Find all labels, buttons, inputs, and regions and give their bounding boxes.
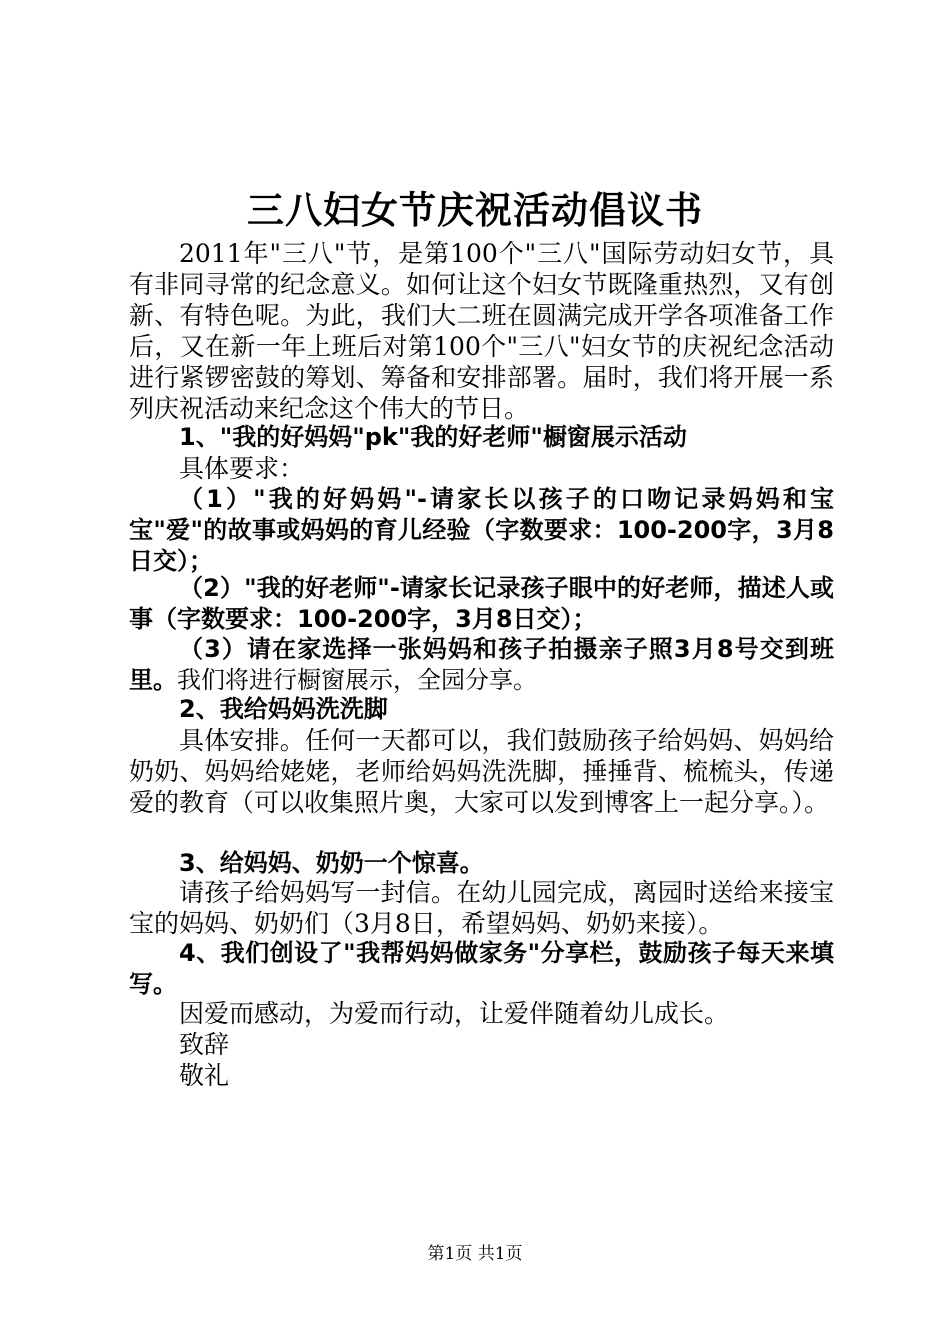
item1-requirements-label: 具体要求： (179, 454, 305, 483)
item3-heading: 3、给妈妈、奶奶一个惊喜。 (179, 849, 484, 877)
item1-sub3-bold: （3）请在家选择一张妈妈和孩子拍摄亲子照3月8号交到班里。 (129, 635, 834, 694)
page-number-footer: 第1页 共1页 (427, 1244, 523, 1264)
item3-body: 请孩子给妈妈写一封信。在幼儿园完成，离园时送给来接宝宝的妈妈、奶奶们（3月8日，希望妈妈、奶奶来接）。 (129, 878, 834, 938)
closing-line: 因爱而感动，为爱而行动，让爱伴随着幼儿成长。 (179, 999, 730, 1028)
item1-sub1: （1）"我的好妈妈"-请家长以孩子的口吻记录妈妈和宝宝"爱"的故事或妈妈的育儿经验（字数要求：100-200字，3月8日交）； (129, 485, 834, 575)
item1-sub2: （2）"我的好老师"-请家长记录孩子眼中的好老师，描述人或事（字数要求：100-200字，3月8日交）； (129, 574, 834, 633)
item1-sub3-plain: 我们将进行橱窗展示，全园分享。 (177, 666, 537, 694)
document-title: 三八妇女节庆祝活动倡议书 (247, 188, 703, 232)
intro-paragraph: 2011年"三八"节，是第100个"三八"国际劳动妇女节，具有非同寻常的纪念意义。如何让这个妇女节既隆重热烈，又有创新、有特色呢。为此，我们大二班在圆满完成开学各项准备工作后，又在新一年上班后对第100个"三八"妇女节的庆祝纪念活动进行紧锣密鼓的筹划、筹备和安排部署。届时，我们将开展一系列庆祝活动来纪念这个伟大的节日。 (129, 239, 834, 423)
signoff-line-1: 致辞 (179, 1030, 230, 1059)
item2-heading: 2、我给妈妈洗洗脚 (179, 695, 388, 723)
item1-sub3 (129, 634, 834, 696)
signoff-line-2: 敬礼 (179, 1061, 230, 1090)
item1-heading: 1、"我的好妈妈"pk"我的好老师"橱窗展示活动 (179, 423, 687, 451)
item4-heading: 4、我们创设了"我帮妈妈做家务"分享栏，鼓励孩子每天来填写。 (129, 939, 834, 998)
item2-body: 具体安排。任何一天都可以，我们鼓励孩子给妈妈、妈妈给奶奶、妈妈给姥姥，老师给妈妈洗洗脚，捶捶背、梳梳头，传递爱的教育（可以收集照片奥，大家可以发到博客上一起分享。）。 (129, 726, 834, 817)
